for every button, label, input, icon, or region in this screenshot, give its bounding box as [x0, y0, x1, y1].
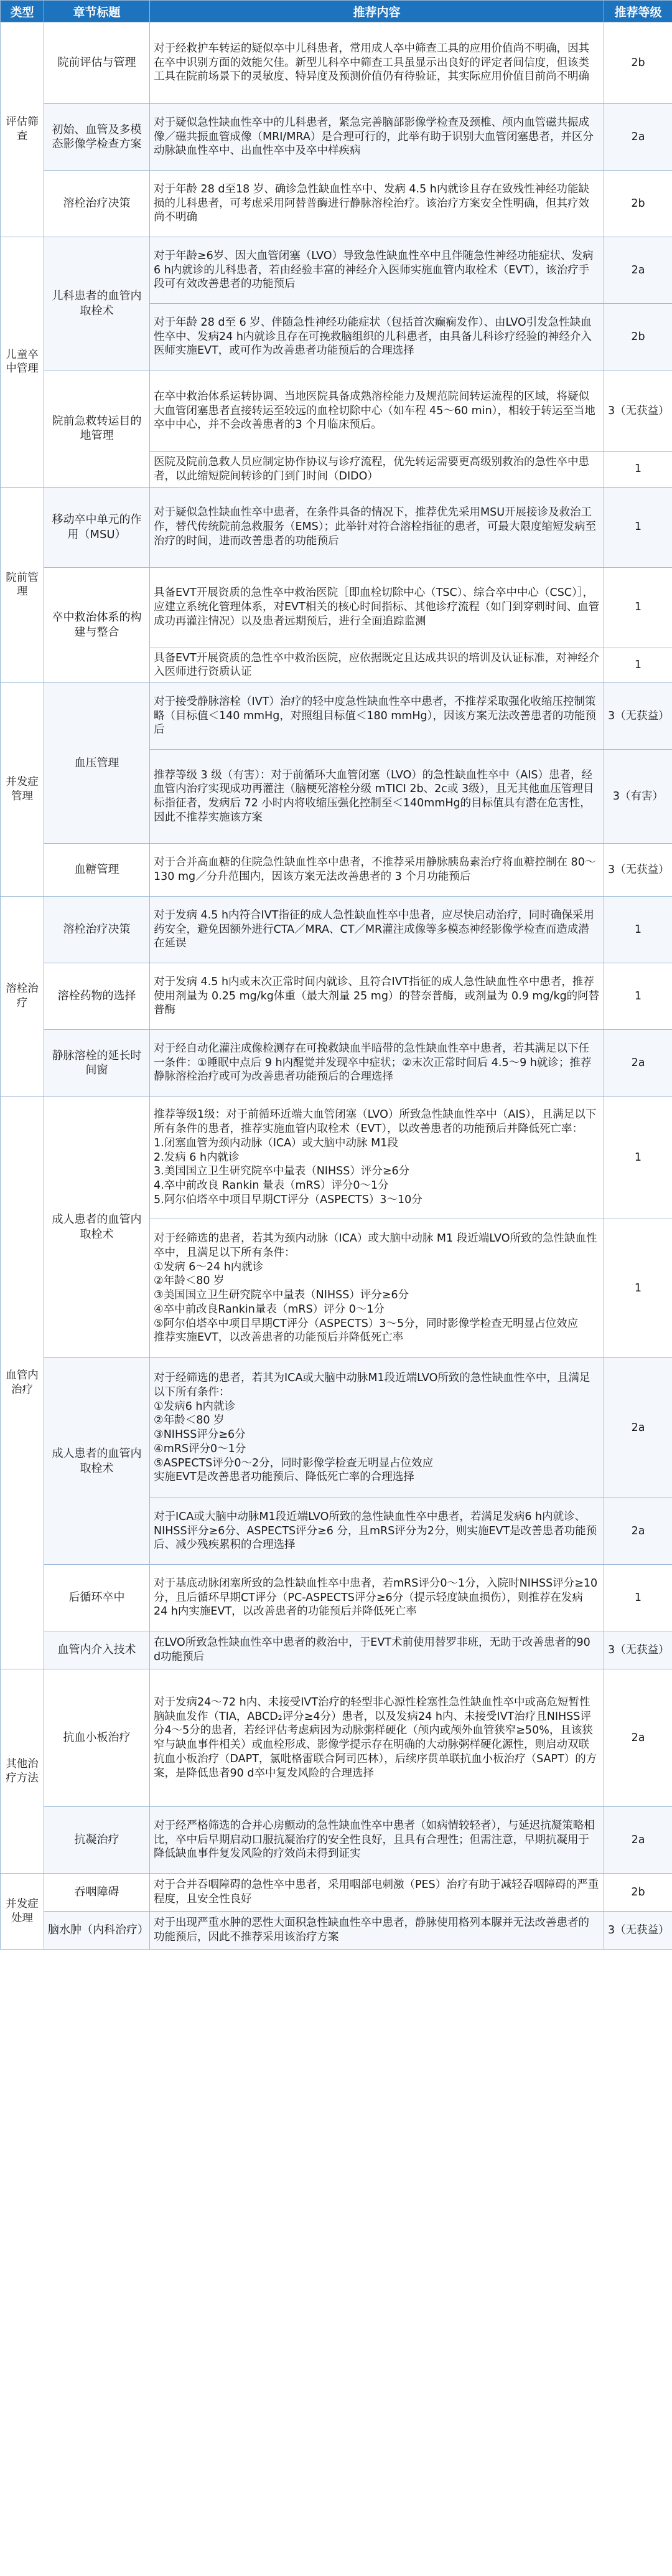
table-row	[1, 844, 672, 897]
section-title: 院前急救转运目的地管理	[44, 370, 150, 488]
grade-cell: 2a	[604, 1358, 672, 1498]
grade-cell: 1	[604, 1219, 672, 1358]
grade-cell: 1	[604, 487, 672, 567]
section-title: 儿科患者的血管内取栓术	[44, 237, 150, 370]
grade-cell: 2a	[604, 1669, 672, 1807]
section-title: 溶栓药物的选择	[44, 963, 150, 1030]
grade-cell: 2b	[604, 304, 672, 370]
grade-cell: 2a	[604, 1030, 672, 1097]
category-cell: 评估筛查	[1, 22, 44, 237]
table-row	[1, 487, 672, 567]
recommendation-text: 对于合并吞咽障碍的急性卒中患者，采用咽部电刺激（PES）治疗有助于减轻吞咽障碍的严重程度，且安全性良好	[150, 1874, 604, 1912]
category-cell: 并发症管理	[1, 683, 44, 897]
category-cell: 溶栓治疗	[1, 897, 44, 1097]
grade-cell: 1	[604, 1565, 672, 1631]
grade-cell: 3（无获益）	[604, 844, 672, 897]
section-title: 脑水肿（内科治疗）	[44, 1912, 150, 1950]
table-row	[1, 1030, 672, 1097]
section-title: 后循环卒中	[44, 1565, 150, 1631]
category-cell: 其他治疗方法	[1, 1669, 44, 1874]
grade-cell: 3（有害）	[604, 750, 672, 844]
section-title: 院前评估与管理	[44, 22, 150, 104]
section-title: 成人患者的血管内取栓术	[44, 1097, 150, 1358]
table-row	[1, 1565, 672, 1631]
recommendation-text: 具备EVT开展资质的急性卒中救治医院［即血栓切除中心（TSC）、综合卒中中心（CSC）］，应建立系统化管理体系，对EVT相关的核心时间指标、其他诊疗流程（如门到穿刺时间、血管成功再灌注情况）以及患者远期预后，进行全面追踪监测	[150, 567, 604, 648]
recommendation-text: 对于经筛选的患者，若其为颈内动脉（ICA）或大脑中动脉 M1 段近端LVO所致的急性缺血性卒中，且满足以下所有条件： ①发病 6～24 h内就诊 ②年龄＜80 岁 ③美国国立卫生研究院卒中量表（NIHSS）评分≥6分 ④卒中前改良Rankin量表（mRS）评分 0～1分 ⑤阿尔伯塔卒中项目早期CT评分（ASPECTS）3～5分，同时影像学检查无明显占位效应 推荐实施EVT，以改善患者的功能预后并降低死亡率	[150, 1219, 604, 1358]
grade-cell: 3（无获益）	[604, 1631, 672, 1669]
grade-cell: 2a	[604, 237, 672, 304]
grade-cell: 3（无获益）	[604, 370, 672, 452]
recommendation-text: 对于年龄≥6岁、因大血管闭塞（LVO）导致急性缺血性卒中且伴随急性神经功能症状、发病 6 h内就诊的儿科患者，若由经验丰富的神经介入医师实施血管内取栓术（EVT），该治疗手段可有效改善患者的功能预后	[150, 237, 604, 304]
section-title: 血压管理	[44, 683, 150, 844]
table-row	[1, 1912, 672, 1950]
grade-cell: 3（无获益）	[604, 1912, 672, 1950]
category-cell: 血管内治疗	[1, 1097, 44, 1669]
recommendation-text: 对于经自动化灌注成像检测存在可挽救缺血半暗带的急性缺血性卒中患者，若其满足以下任一条件：①睡眠中点后 9 h内醒觉并发现卒中症状；②末次正常时间后 4.5～9 h就诊；推荐静脉溶栓治疗或可为改善患者功能预后的合理选择	[150, 1030, 604, 1097]
grade-cell: 1	[604, 567, 672, 648]
table-row	[1, 1097, 672, 1219]
recommendation-text: 对于合并高血糖的住院急性缺血性卒中患者，不推荐采用静脉胰岛素治疗将血糖控制在 80～130 mg／分升范围内，因该方案无法改善患者的 3 个月功能预后	[150, 844, 604, 897]
section-title: 初始、血管及多模态影像学检查方案	[44, 104, 150, 171]
header-title: 章节标题	[44, 1, 150, 22]
table-row	[1, 963, 672, 1030]
recommendation-text: 推荐等级1级：对于前循环近端大血管闭塞（LVO）所致急性缺血性卒中（AIS），且满足以下所有条件的患者，推荐实施血管内取栓术（EVT），以改善患者的功能预后并降低死亡率： 1.闭塞血管为颈内动脉（ICA）或大脑中动脉 M1段 2.发病 6 h内就诊 3.美国国立卫生研究院卒中量表（NIHSS）评分≥6分 4.卒中前改良 Rankin 量表（mRS）评分0～1分 5.阿尔伯塔卒中项目早期CT评分（ASPECTS）3～10分	[150, 1097, 604, 1219]
section-title: 移动卒中单元的作用（MSU）	[44, 487, 150, 567]
grade-cell: 2a	[604, 104, 672, 171]
section-title: 静脉溶栓的延长时间窗	[44, 1030, 150, 1097]
grade-cell: 1	[604, 897, 672, 963]
grade-cell: 2b	[604, 22, 672, 104]
table-row	[1, 1631, 672, 1669]
recommendation-text: 对于出现严重水肿的恶性大面积急性缺血性卒中患者，静脉使用格列本脲并无法改善患者的功能预后，因此不推荐采用该治疗方案	[150, 1912, 604, 1950]
grade-cell: 1	[604, 648, 672, 683]
header-grade: 推荐等级	[604, 1, 672, 22]
section-title: 抗凝治疗	[44, 1807, 150, 1874]
recommendation-text: 对于年龄 28 d至18 岁、确诊急性缺血性卒中、发病 4.5 h内就诊且存在致残性神经功能缺损的儿科患者，可考虑采用阿替普酶进行静脉溶栓治疗。该治疗方案安全性明确，但其疗效尚不明确	[150, 171, 604, 237]
grade-cell: 2a	[604, 1807, 672, 1874]
category-cell: 并发症处理	[1, 1874, 44, 1950]
section-title: 血糖管理	[44, 844, 150, 897]
table-row	[1, 237, 672, 304]
recommendation-text: 具备EVT开展资质的急性卒中救治医院，应依据既定且达成共识的培训及认证标准，对神经介入医师进行资质认证	[150, 648, 604, 683]
recommendation-text: 对于基底动脉闭塞所致的急性缺血性卒中患者，若mRS评分0～1分，入院时NIHSS评分≥10分，且后循环早期CT评分（PC-ASPECTS评分≥6分（提示轻度缺血损伤），则推荐在发病 24 h内实施EVT，以改善患者的功能预后并降低死亡率	[150, 1565, 604, 1631]
section-title: 卒中救治体系的构建与整合	[44, 567, 150, 683]
grade-cell: 2a	[604, 1498, 672, 1565]
table-row	[1, 22, 672, 104]
grade-cell: 1	[604, 452, 672, 488]
grade-cell: 1	[604, 1097, 672, 1219]
grade-cell: 2b	[604, 171, 672, 237]
recommendation-text: 推荐等级 3 级（有害）：对于前循环大血管闭塞（LVO）的急性缺血性卒中（AIS）患者，经血管内治疗实现成功再灌注（脑梗死溶栓分级 mTICI 2b、2c或 3级），且无其他血压管理目标指征者，发病后 72 小时内将收缩压强化控制至＜140mmHg的目标值具有潜在危害性，因此不推荐实施该方案	[150, 750, 604, 844]
section-title: 血管内介入技术	[44, 1631, 150, 1669]
category-cell: 院前管理	[1, 487, 44, 683]
header-rec: 推荐内容	[150, 1, 604, 22]
recommendation-text: 对于疑似急性缺血性卒中患者，在条件具备的情况下，推荐优先采用MSU开展接诊及救治工作，替代传统院前急救服务（EMS）；此举针对符合溶栓指征的患者，可最大限度缩短发病至治疗的时间，进而改善患者的功能预后	[150, 487, 604, 567]
section-title: 溶栓治疗决策	[44, 897, 150, 963]
recommendation-text: 对于经筛选的患者，若其为ICA或大脑中动脉M1段近端LVO所致的急性缺血性卒中，且满足以下所有条件： ①发病6 h内就诊 ②年龄＜80 岁 ③NIHSS评分≥6分 ④mRS评分0～1分 ⑤ASPECTS评分0～2分，同时影像学检查无明显占位效应 实施EVT是改善患者功能预后、降低死亡率的合理选择	[150, 1358, 604, 1498]
table-row	[1, 1807, 672, 1874]
recommendation-text: 对于疑似急性缺血性卒中的儿科患者，紧急完善脑部影像学检查及颈椎、颅内血管磁共振成像／磁共振血管成像（MRI/MRA）是合理可行的，此举有助于识别大血管闭塞患者，并区分动脉缺血性卒中、出血性卒中及卒中样疾病	[150, 104, 604, 171]
grade-cell: 3（无获益）	[604, 683, 672, 750]
section-title: 吞咽障碍	[44, 1874, 150, 1912]
recommendation-text: 在卒中救治体系运转协调、当地医院具备成熟溶栓能力及规范院间转运流程的区域，将疑似大血管闭塞患者直接转运至较远的血栓切除中心（如车程 45～60 min），相较于转运至当地卒中中心，并不会改善患者的3 个月临床预后。	[150, 370, 604, 452]
category-cell: 儿童卒中管理	[1, 237, 44, 488]
recommendation-text: 对于发病 4.5 h内符合IVT指征的成人急性缺血性卒中患者，应尽快启动治疗，同时确保采用药安全，避免因额外进行CTA／MRA、CT／MR灌注成像等多模态神经影像学检查而造成潜在延误	[150, 897, 604, 963]
table-row	[1, 171, 672, 237]
recommendation-text: 在LVO所致急性缺血性卒中患者的救治中，于EVT术前使用替罗非班，无助于改善患者的90 d功能预后	[150, 1631, 604, 1669]
table-row	[1, 567, 672, 648]
table-row	[1, 897, 672, 963]
recommendation-text: 医院及院前急救人员应制定协作协议与诊疗流程，优先转运需要更高级别救治的急性卒中患者，以此缩短院间转诊的门到门时间（DIDO）	[150, 452, 604, 488]
table-row	[1, 1669, 672, 1807]
recommendation-text: 对于经严格筛选的合并心房颤动的急性缺血性卒中患者（如病情较轻者），与延迟抗凝策略相比，卒中后早期启动口服抗凝治疗的安全性良好，且具有合理性；但需注意，早期抗凝用于降低缺血事件复发风险的疗效尚未得到证实	[150, 1807, 604, 1874]
table-row	[1, 1358, 672, 1498]
recommendation-text: 对于发病 4.5 h内或末次正常时间内就诊、且符合IVT指征的成人急性缺血性卒中患者，推荐使用剂量为 0.25 mg/kg体重（最大剂量 25 mg）的替奈普酶，或剂量为 0.9 mg/kg的阿替普酶	[150, 963, 604, 1030]
section-title: 成人患者的血管内取栓术	[44, 1358, 150, 1565]
recommendation-text: 对于年龄 28 d至 6 岁、伴随急性神经功能症状（包括首次癫痫发作）、由LVO引发急性缺血性卒中、发病24 h内就诊且存在可挽救脑组织的儿科患者，由具备儿科诊疗经验的神经介入医师实施EVT，或可作为改善患者功能预后的合理选择	[150, 304, 604, 370]
header-type: 类型	[1, 1, 44, 22]
table-row	[1, 683, 672, 750]
table-row	[1, 104, 672, 171]
recommendation-text: 对于发病24～72 h内、未接受IVT治疗的轻型非心源性栓塞性急性缺血性卒中或高危短暂性脑缺血发作（TIA，ABCD₂评分≥4分）患者，以及发病24 h内、未接受IVT治疗且NIHSS评分4～5分的患者，若经评估考虑病因为动脉粥样硬化（颅内或颅外血管狭窄≥50%，且该狭窄与缺血事件相关）或血栓形成、影像学提示存在明确的大动脉粥样硬化源性，则启动双联抗血小板治疗（DAPT，氯吡格雷联合阿司匹林），后续序贯单联抗血小板治疗（SAPT）的方案，是降低患者90 d卒中复发风险的合理选择	[150, 1669, 604, 1807]
recommendation-text: 对于ICA或大脑中动脉M1段近端LVO所致的急性缺血性卒中患者，若满足发病6 h内就诊、NIHSS评分≥6分、ASPECTS评分≥6 分，且mRS评分为2分，则实施EVT是改善患者功能预后、减少残疾累积的合理选择	[150, 1498, 604, 1565]
table-row	[1, 370, 672, 452]
section-title: 抗血小板治疗	[44, 1669, 150, 1807]
table-row	[1, 1874, 672, 1912]
recommendation-text: 对于接受静脉溶栓（IVT）治疗的轻中度急性缺血性卒中患者，不推荐采取强化收缩压控制策略（目标值＜140 mmHg，对照组目标值＜180 mmHg），因该方案无法改善患者的功能预后	[150, 683, 604, 750]
grade-cell: 2b	[604, 1874, 672, 1912]
table-header-row	[1, 1, 672, 22]
recommendation-text: 对于经救护车转运的疑似卒中儿科患者，常用成人卒中筛查工具的应用价值尚不明确，因其在卒中识别方面的效能欠佳。新型儿科卒中筛查工具虽显示出良好的评定者间信度，但该类工具在院前场景下的灵敏度、特异度及预测价值仍有待验证，其实际应用价值目前尚不明确	[150, 22, 604, 104]
grade-cell: 1	[604, 963, 672, 1030]
section-title: 溶栓治疗决策	[44, 171, 150, 237]
